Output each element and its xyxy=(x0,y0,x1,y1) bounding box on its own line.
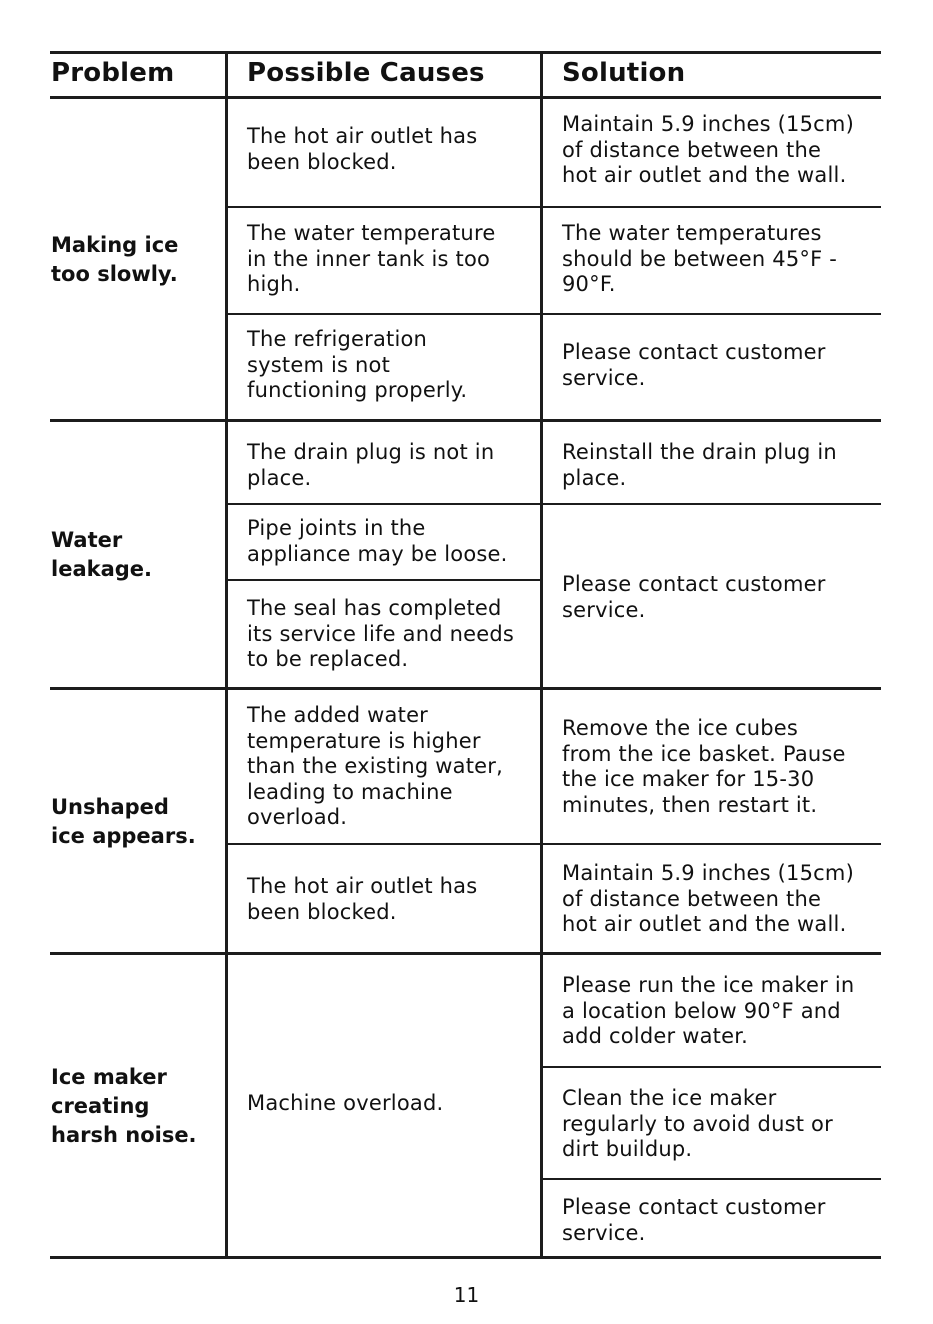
cause-cell: The water temperature in the inner tank is too high. xyxy=(247,221,496,296)
row-divider xyxy=(226,313,881,315)
column-divider xyxy=(225,51,228,1259)
cause-cell: The seal has completed its service life and needs to be replaced. xyxy=(247,596,515,671)
problem-making-ice-slowly: Making ice too slowly. xyxy=(51,233,179,286)
group-divider xyxy=(50,419,881,422)
header-solution: Solution xyxy=(562,58,686,88)
solution-cell: Reinstall the drain plug in place. xyxy=(562,440,837,490)
solution-cell: Clean the ice maker regularly to avoid dust or dirt buildup. xyxy=(562,1086,833,1161)
cause-cell: The added water temperature is higher than the existing water, leading to machine overload. xyxy=(247,703,503,829)
cause-cell: Pipe joints in the appliance may be loose. xyxy=(247,516,508,566)
solution-cell: The water temperatures should be between 45°F - 90°F. xyxy=(562,221,838,296)
solution-cell: Remove the ice cubes from the ice basket. Pause the ice maker for 15-30 minutes, then restart it. xyxy=(562,716,846,817)
solution-cell: Please contact customer service. xyxy=(562,340,826,390)
page-number: 11 xyxy=(453,1283,480,1307)
row-divider xyxy=(541,1066,881,1068)
row-divider xyxy=(541,1178,881,1180)
solution-cell: Maintain 5.9 inches (15cm) of distance between the hot air outlet and the wall. xyxy=(562,861,854,936)
solution-cell: Please contact customer service. xyxy=(562,572,826,622)
row-divider xyxy=(226,843,881,845)
header-possible-causes: Possible Causes xyxy=(247,58,485,88)
solution-cell: Maintain 5.9 inches (15cm) of distance between the hot air outlet and the wall. xyxy=(562,112,854,187)
row-divider xyxy=(226,206,881,208)
header-problem: Problem xyxy=(51,58,175,88)
row-divider xyxy=(226,503,881,505)
group-divider xyxy=(50,952,881,955)
cause-cell: The refrigeration system is not functioning properly. xyxy=(247,327,468,402)
solution-cell: Please run the ice maker in a location below 90°F and add colder water. xyxy=(562,973,855,1048)
cause-cell: The hot air outlet has been blocked. xyxy=(247,874,478,924)
group-divider xyxy=(50,687,881,690)
problem-water-leakage: Water leakage. xyxy=(51,528,153,581)
column-divider xyxy=(540,51,543,1259)
problem-harsh-noise: Ice maker creating harsh noise. xyxy=(51,1065,197,1147)
cause-cell: Machine overload. xyxy=(247,1091,444,1115)
cause-cell: The drain plug is not in place. xyxy=(247,440,495,490)
table-bottom-rule xyxy=(50,1256,881,1259)
solution-cell: Please contact customer service. xyxy=(562,1195,826,1245)
row-divider xyxy=(226,579,541,581)
header-bottom-rule xyxy=(50,96,881,99)
table-top-rule xyxy=(50,51,881,54)
cause-cell: The hot air outlet has been blocked. xyxy=(247,124,478,174)
problem-unshaped-ice: Unshaped ice appears. xyxy=(51,795,196,848)
